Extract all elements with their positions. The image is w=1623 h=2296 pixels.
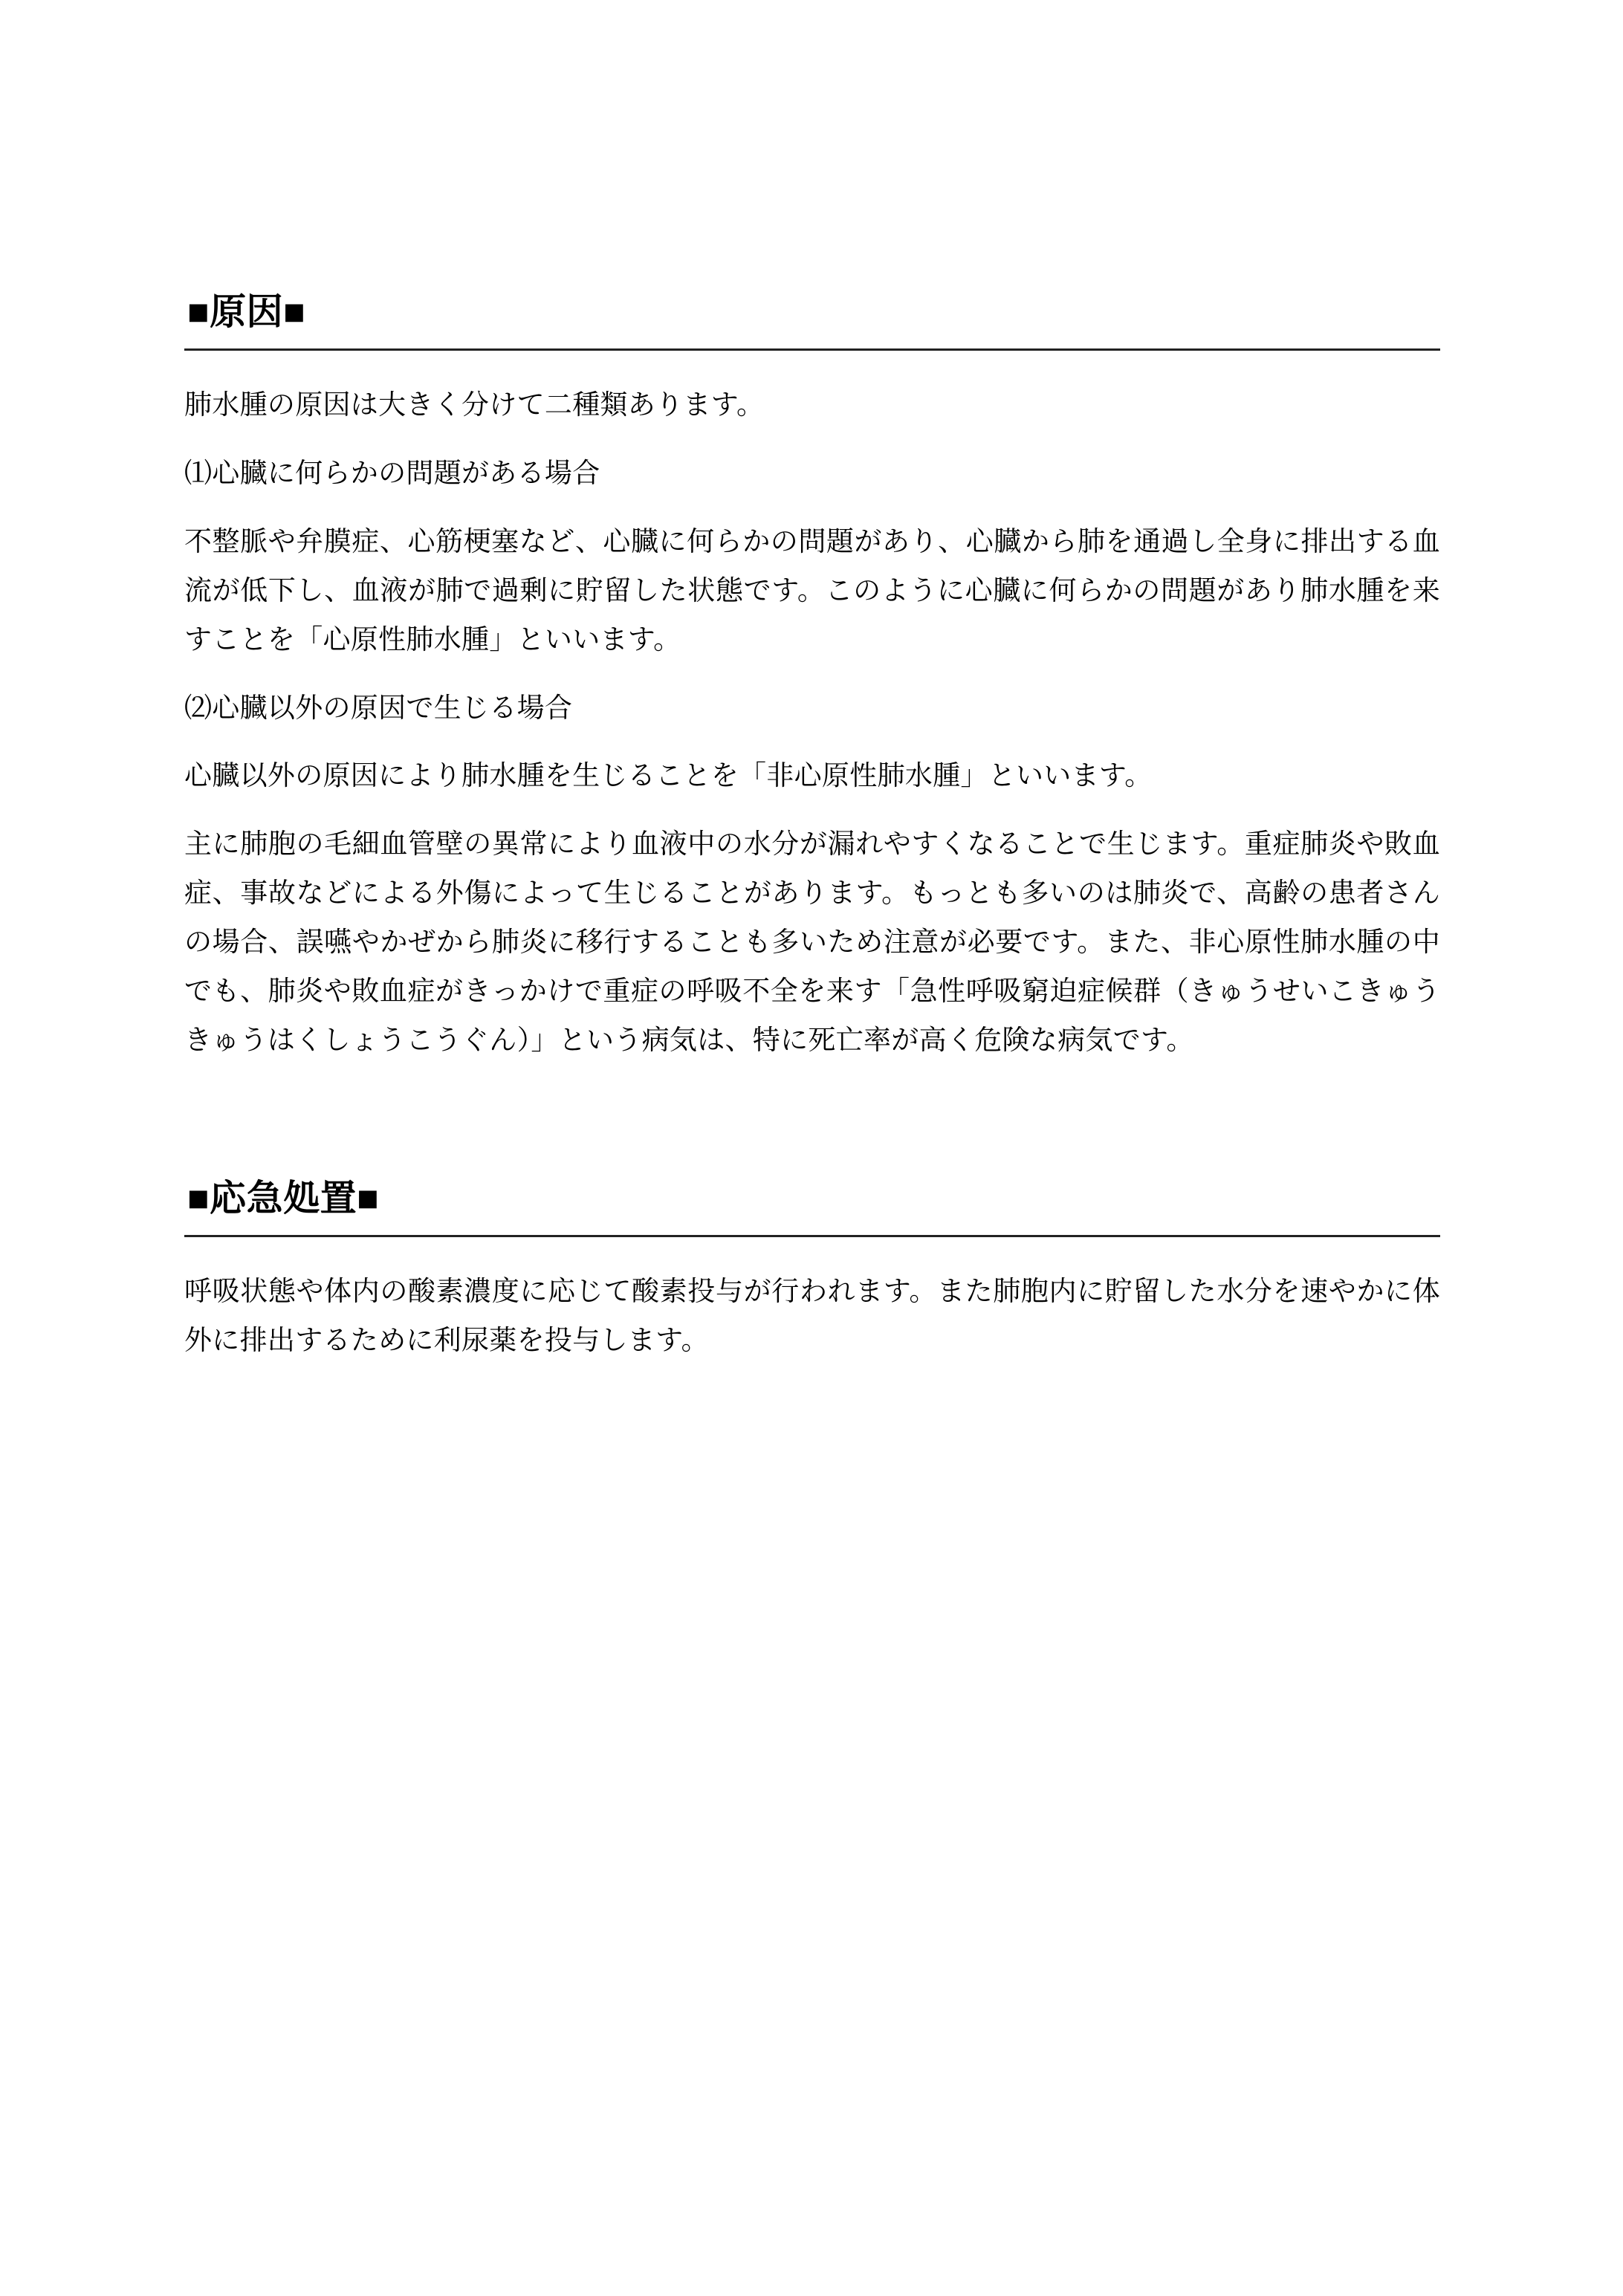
section-heading-causes: ■原因■: [187, 292, 306, 332]
paragraph-cause-item-2-detail: 主に肺胞の毛細血管壁の異常により血液中の水分が漏れやすくなることで生じます。重症肺炎や敗血症、事故などによる外傷によって生じることがあります。もっとも多いのは肺炎で、高齢の患者さんの場合、誤嚥やかぜから肺炎に移行することも多いため注意が必要です。また、非心原性肺水腫の中でも、肺炎や敗血症がきっかけで重症の呼吸不全を来す「急性呼吸窮迫症候群（きゅうせいこきゅうきゅうはくしょうこうぐん）」という病気は、特に死亡率が高く危険な病気です。: [184, 828, 1440, 1055]
document-content: [184, 290, 1440, 1365]
section-divider-causes: [184, 348, 1440, 351]
paragraph-cause-item-2-title: ⑵心臓以外の原因で生じる場合: [184, 692, 573, 723]
paragraph-causes-intro: 肺水腫の原因は大きく分けて二種類あります。: [184, 389, 765, 421]
section-spacer: [184, 1065, 1440, 1176]
section-first-aid: [184, 1176, 1440, 1365]
paragraph-cause-item-2-body: 心臓以外の原因により肺水腫を生じることを「非心原性肺水腫」といいます。: [184, 760, 1153, 791]
paragraph-first-aid-body: 呼吸状態や体内の酸素濃度に応じて酸素投与が行われます。また肺胞内に貯留した水分を速やかに体外に排出するために利尿薬を投与します。: [184, 1275, 1440, 1355]
section-causes: [184, 290, 1440, 1065]
section-divider-first-aid: [184, 1235, 1440, 1237]
section-heading-first-aid: ■応急処置■: [187, 1178, 380, 1219]
paragraph-cause-item-1-body: 不整脈や弁膜症、心筋梗塞など、心臓に何らかの問題があり、心臓から肺を通過し全身に排出する血流が低下し、血液が肺で過剰に貯留した状態です。このように心臓に何らかの問題があり肺水腫を来すことを「心原性肺水腫」といいます。: [184, 525, 1440, 655]
paragraph-cause-item-1-title: ⑴心臓に何らかの問題がある場合: [184, 458, 600, 489]
